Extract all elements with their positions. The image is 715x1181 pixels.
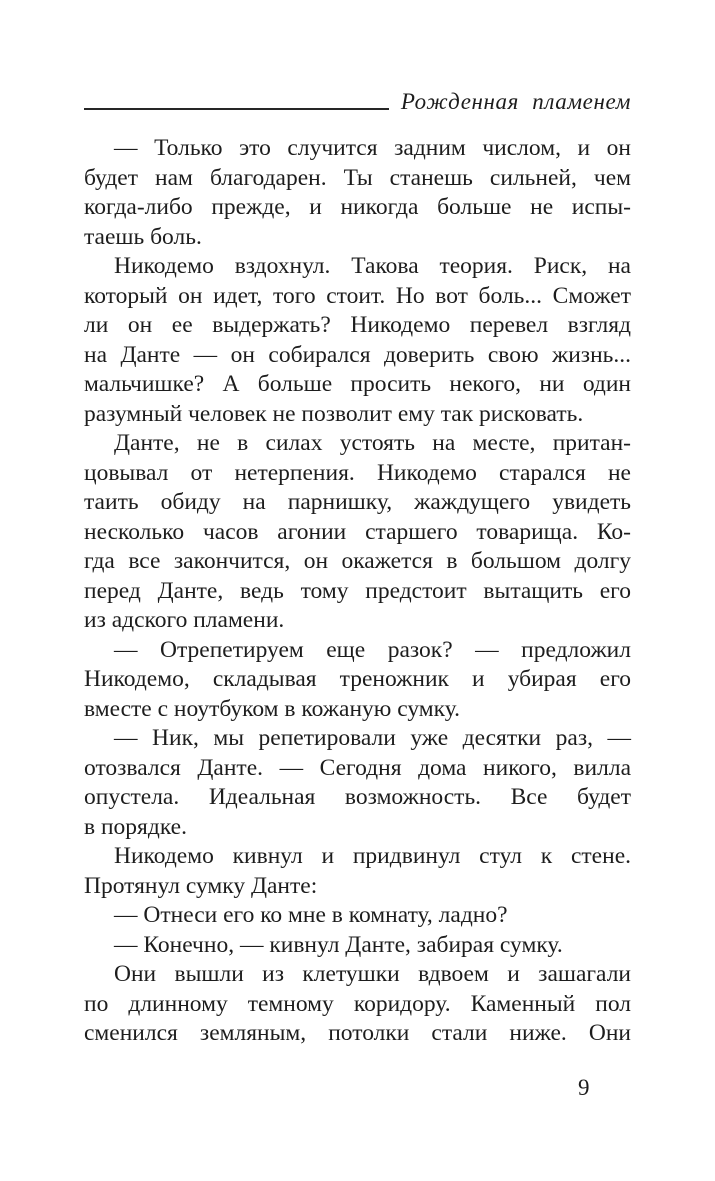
text-line: который он идет, того стоит. Но вот боль... Сможет xyxy=(84,282,631,309)
text-line: когда-либо прежде, и никогда больше не испы- xyxy=(84,194,631,220)
paragraph xyxy=(84,252,631,429)
text-line: — Отрепетируем еще разок? — предложил xyxy=(114,636,631,663)
text-line: таешь боль. xyxy=(84,223,202,250)
paragraph xyxy=(84,134,631,252)
text-line: Они вышли из клетушки вдвоем и зашагали xyxy=(114,961,631,987)
text-line: — Конечно, — кивнул Данте, забирая сумку. xyxy=(114,931,563,958)
text-line: сменился земляным, потолки стали ниже. Они xyxy=(84,1020,631,1046)
paragraph xyxy=(84,636,631,725)
text-line: вместе с ноутбуком в кожаную сумку. xyxy=(84,695,460,722)
paragraph xyxy=(84,901,631,931)
running-header xyxy=(84,88,631,115)
header-rule xyxy=(84,108,389,110)
text-line: по длинному темному коридору. Каменный пол xyxy=(84,990,631,1017)
text-line: ли он ее выдержать? Никодемо перевел взгляд xyxy=(84,312,631,338)
text-line: в порядке. xyxy=(84,813,187,840)
paragraph xyxy=(84,842,631,901)
text-line: будет нам благодарен. Ты станешь сильней, чем xyxy=(84,164,631,191)
paragraph xyxy=(84,429,631,636)
text-line: несколько часов агонии старшего товарища. Ко- xyxy=(84,518,631,545)
text-line: — Отнеси его ко мне в комнату, ладно? xyxy=(114,902,508,928)
text-line: отозвался Данте. — Сегодня дома никого, вилла xyxy=(84,754,631,781)
text-line: — Только это случится задним числом, и он xyxy=(114,135,631,161)
text-line: из адского пламени. xyxy=(84,607,285,633)
text-line: на Данте — он собирался доверить свою жизнь... xyxy=(84,341,631,368)
text-line: — Ник, мы репетировали уже десятки раз, — xyxy=(114,725,631,751)
text-line: Никодемо кивнул и придвинул стул к стене. xyxy=(114,843,631,869)
text-line: опустела. Идеальная возможность. Все будет xyxy=(84,784,631,810)
text-line: цовывал от нетерпения. Никодемо старался не xyxy=(84,459,631,486)
text-line: Никодемо вздохнул. Такова теория. Риск, на xyxy=(114,253,631,279)
text-line: перед Данте, ведь тому предстоит вытащить его xyxy=(84,577,631,604)
paragraph xyxy=(84,931,631,961)
text-line: гда все закончится, он окажется в большом долгу xyxy=(84,548,631,574)
running-header-title: Рожденная пламенем xyxy=(400,89,631,114)
page-number: 9 xyxy=(578,1075,590,1100)
paragraph xyxy=(84,960,631,1049)
body-text xyxy=(84,134,631,1049)
text-line: Протянул сумку Данте: xyxy=(84,872,318,899)
text-line: разумный человек не позволит ему так рисковать. xyxy=(84,400,584,427)
text-line: Данте, не в силах устоять на месте, притан- xyxy=(114,430,631,456)
text-line: таить обиду на парнишку, жаждущего увидеть xyxy=(84,489,631,515)
paragraph xyxy=(84,724,631,842)
text-line: Никодемо, складывая треножник и убирая его xyxy=(84,666,631,692)
text-line: мальчишке? А больше просить некого, ни один xyxy=(84,371,631,397)
